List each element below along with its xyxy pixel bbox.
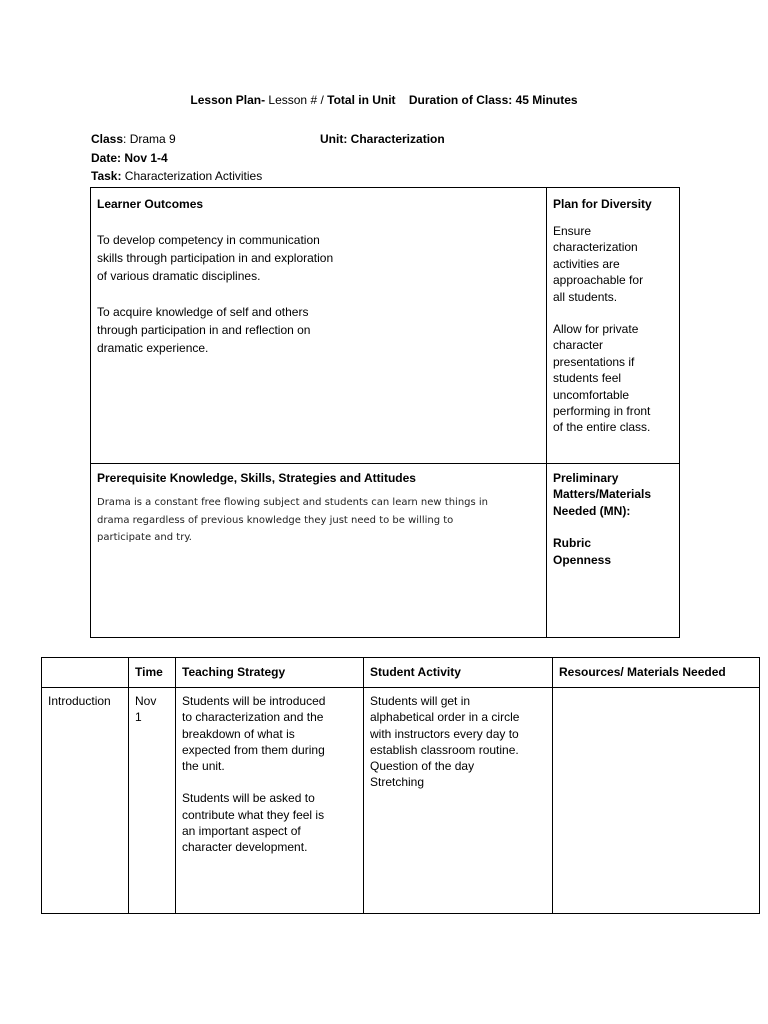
materials-item: Openness [553, 552, 612, 567]
diversity-line: characterization [553, 240, 638, 255]
header-resources-text: Resources/ Materials Needed [559, 665, 726, 680]
task-label: Task: [91, 169, 122, 183]
strategy-line: character development. [182, 840, 308, 855]
prerequisite-line: participate and try. [97, 532, 192, 543]
materials-item: Rubric [553, 536, 592, 551]
plan-table [90, 187, 680, 638]
prerequisite-line: drama regardless of previous knowledge they just need to be willing to [97, 514, 454, 526]
date-label: Date: Nov 1-4 [91, 151, 168, 165]
activity-line: alphabetical order in a circle [370, 710, 520, 725]
time-line: 1 [135, 710, 142, 725]
learner-outcomes-heading: Learner Outcomes [97, 197, 204, 211]
activity-line: establish classroom routine. [370, 742, 519, 757]
diversity-line: presentations if [553, 354, 635, 369]
diversity-line: all students. [553, 289, 618, 304]
activity-line: Students will get in [370, 694, 471, 708]
resources-text [553, 688, 759, 698]
header-time [129, 658, 176, 688]
class-line [91, 130, 176, 148]
student-activity-text [364, 688, 552, 796]
strategy-line: Students will be asked to [182, 791, 315, 806]
time-cell [129, 688, 176, 914]
schedule-header-row [42, 658, 760, 688]
title-lesson-number: Lesson # / [265, 93, 328, 107]
diversity-line: character [553, 338, 604, 353]
learner-outcomes-text [97, 231, 540, 357]
table-row [42, 688, 760, 914]
header-student-activity [364, 658, 553, 688]
header-resources [553, 658, 760, 688]
diversity-line: activities are [553, 256, 620, 271]
title-lesson-plan: Lesson Plan- [190, 93, 266, 107]
outcome-line: dramatic experience. [97, 341, 209, 355]
teaching-strategy-cell [176, 688, 364, 914]
diversity-line: students feel [553, 371, 622, 386]
outcome-line: skills through participation in and exploration [97, 251, 334, 265]
diversity-paragraph [553, 321, 673, 436]
diversity-heading: Plan for Diversity [553, 197, 652, 211]
diversity-text [553, 223, 673, 436]
unit-label: Unit: Characterization [320, 132, 445, 146]
outcome-line: through participation in and reflection on [97, 323, 311, 337]
materials-heading [553, 470, 673, 519]
teaching-strategy-text [176, 688, 363, 861]
prerequisite-cell [91, 464, 547, 638]
diversity-line: performing in front [553, 404, 651, 419]
strategy-line: expected from them during [182, 742, 325, 757]
learner-outcomes-cell [91, 188, 547, 464]
outcome-line: of various dramatic disciplines. [97, 269, 261, 283]
task-line [91, 167, 262, 185]
resources-cell [553, 688, 760, 914]
outcome-paragraph [97, 303, 540, 357]
materials-heading-line: Matters/Materials [553, 487, 652, 502]
outcome-line: To develop competency in communication [97, 233, 320, 247]
time-text [129, 688, 175, 731]
header-time-text: Time [135, 665, 163, 680]
lesson-plan-title [0, 93, 768, 107]
prerequisite-line: Drama is a constant free flowing subject and students can learn new things in [97, 497, 489, 508]
student-activity-cell [364, 688, 553, 914]
phase-cell [42, 688, 129, 914]
outcome-paragraph [97, 231, 540, 285]
header-blank [42, 658, 129, 688]
outcome-line: To acquire knowledge of self and others [97, 305, 309, 319]
diversity-line: of the entire class. [553, 420, 651, 435]
strategy-line: an important aspect of [182, 824, 301, 839]
phase-text: Introduction [48, 694, 111, 708]
diversity-cell [547, 188, 680, 464]
strategy-line: to characterization and the [182, 710, 324, 725]
title-duration: Total in Unit Duration of Class: 45 Minutes [327, 93, 578, 107]
class-label: Class [91, 132, 124, 146]
time-line: Nov [135, 694, 157, 708]
strategy-line: Students will be introduced [182, 694, 326, 708]
materials-heading-line: Preliminary [553, 471, 619, 485]
header-teaching-strategy [176, 658, 364, 688]
diversity-paragraph [553, 223, 673, 305]
diversity-line: approachable for [553, 273, 644, 288]
header-teaching-strategy-text: Teaching Strategy [182, 665, 286, 680]
task-value: Characterization Activities [121, 169, 263, 183]
materials-heading-line: Needed (MN): [553, 503, 631, 518]
activity-line: Question of the day [370, 759, 475, 774]
prerequisite-text [97, 494, 540, 547]
class-value: : Drama 9 [123, 132, 176, 146]
header-student-activity-text: Student Activity [370, 665, 461, 680]
strategy-line: breakdown of what is [182, 726, 295, 741]
materials-cell [547, 464, 680, 638]
activity-line: Stretching [370, 775, 425, 790]
strategy-line: the unit. [182, 759, 225, 774]
strategy-line: contribute what they feel is [182, 807, 325, 822]
materials-list [553, 535, 673, 568]
prerequisite-heading: Prerequisite Knowledge, Skills, Strategies and Attitudes [97, 471, 416, 485]
diversity-line: uncomfortable [553, 387, 630, 402]
diversity-line: Ensure [553, 224, 592, 238]
header-blank-text [42, 668, 128, 678]
diversity-line: Allow for private [553, 322, 639, 337]
activity-line: with instructors every day to [370, 726, 519, 741]
schedule-table [41, 657, 760, 914]
